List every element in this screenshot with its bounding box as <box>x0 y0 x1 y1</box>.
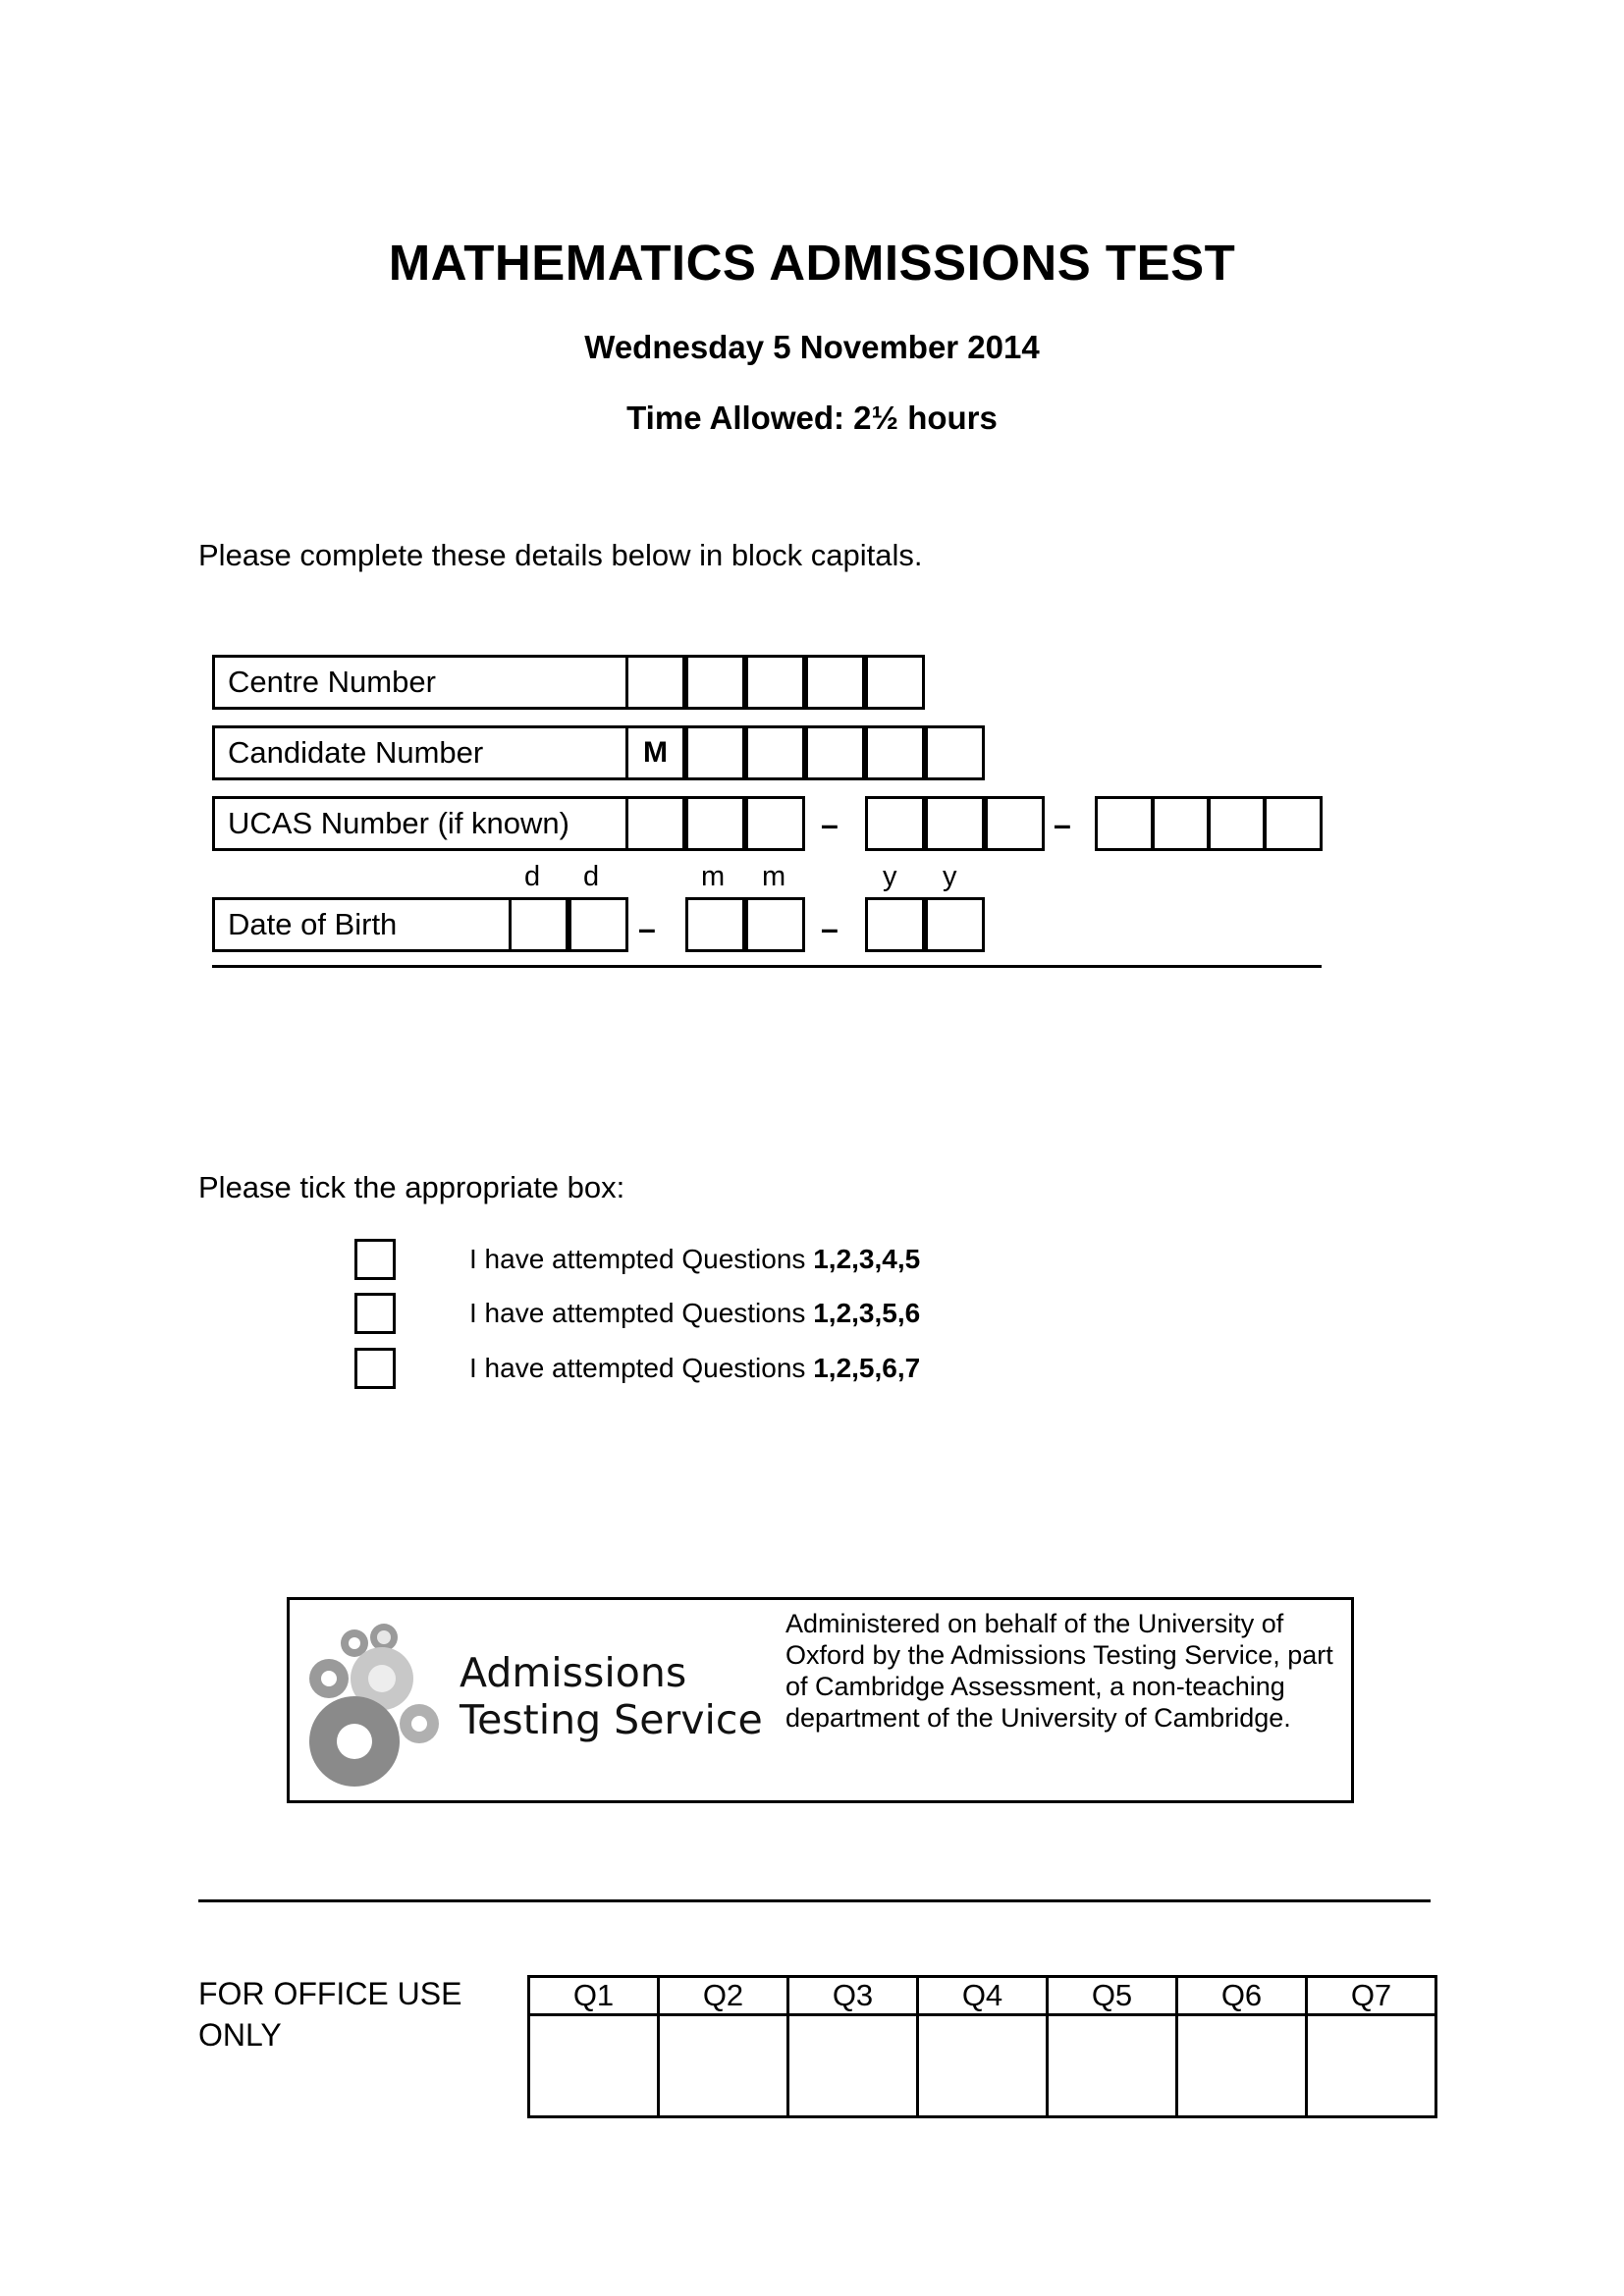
office-mark-cell[interactable] <box>1048 2015 1177 2117</box>
office-column-header: Q3 <box>788 1977 918 2015</box>
centre-number-box[interactable] <box>865 655 925 710</box>
tick-option-prefix: I have attempted Questions <box>469 1298 814 1328</box>
tick-instruction: Please tick the appropriate box: <box>198 1170 625 1204</box>
dob-hint-month: m <box>701 861 726 892</box>
office-mark-cell[interactable] <box>1307 2015 1436 2117</box>
ats-description: Administered on behalf of the University of Oxford by the Admissions Testing Service, part of Cambridge Assessment, a non-teaching department of the University of Cambridge. <box>785 1609 1333 1733</box>
dob-year-box[interactable] <box>925 897 985 952</box>
dob-day-box[interactable] <box>509 897 568 952</box>
office-marks-table <box>527 1975 1437 2118</box>
tick-option-prefix: I have attempted Questions <box>469 1244 814 1274</box>
ucas-number-box[interactable] <box>865 796 925 851</box>
office-mark-cell[interactable] <box>918 2015 1048 2117</box>
ucas-number-box[interactable] <box>1207 796 1267 851</box>
tick-option-questions: 1,2,3,4,5 <box>813 1244 921 1274</box>
ats-logo-icon <box>301 1616 449 1792</box>
ucas-separator: – <box>821 807 839 842</box>
tick-checkbox[interactable] <box>354 1293 396 1334</box>
candidate-number-label: Candidate Number <box>212 725 628 780</box>
office-column-header: Q7 <box>1307 1977 1436 2015</box>
office-mark-cell[interactable] <box>788 2015 918 2117</box>
dob-hint-year: y <box>943 861 957 892</box>
page-title: MATHEMATICS ADMISSIONS TEST <box>388 235 1236 291</box>
ucas-number-box[interactable] <box>625 796 685 851</box>
office-column-header: Q2 <box>659 1977 788 2015</box>
ucas-separator: – <box>1054 807 1071 842</box>
candidate-number-box[interactable] <box>805 725 865 780</box>
dob-month-box[interactable] <box>685 897 745 952</box>
ats-logo-text <box>460 1649 763 1743</box>
ucas-number-box[interactable] <box>1095 796 1155 851</box>
details-instruction: Please complete these details below in block capitals. <box>198 538 923 572</box>
candidate-number-box[interactable] <box>865 725 925 780</box>
office-column-header: Q6 <box>1177 1977 1307 2015</box>
ats-info-box <box>287 1597 1354 1803</box>
tick-checkbox[interactable] <box>354 1348 396 1389</box>
ucas-number-box[interactable] <box>745 796 805 851</box>
centre-number-box[interactable] <box>685 655 745 710</box>
tick-option-label <box>469 1244 920 1275</box>
dob-label: Date of Birth <box>212 897 512 952</box>
dob-year-box[interactable] <box>865 897 925 952</box>
ucas-number-box[interactable] <box>1263 796 1323 851</box>
ucas-number-box[interactable] <box>1151 796 1211 851</box>
centre-number-box[interactable] <box>625 655 685 710</box>
exam-date: Wednesday 5 November 2014 <box>584 329 1040 365</box>
ats-logo-line: Admissions <box>460 1649 687 1696</box>
office-divider <box>198 1899 1431 1902</box>
office-use-label: FOR OFFICE USE ONLY <box>198 1976 462 2053</box>
ucas-number-label: UCAS Number (if known) <box>212 796 628 851</box>
time-allowed: Time Allowed: 2½ hours <box>626 400 998 436</box>
candidate-number-prefix: M <box>625 725 685 780</box>
office-mark-cell[interactable] <box>659 2015 788 2117</box>
office-column-header: Q4 <box>918 1977 1048 2015</box>
ucas-number-box[interactable] <box>925 796 985 851</box>
candidate-number-box[interactable] <box>745 725 805 780</box>
tick-option-questions: 1,2,3,5,6 <box>813 1298 921 1328</box>
details-divider <box>212 965 1322 968</box>
dob-day-box[interactable] <box>568 897 628 952</box>
dob-month-box[interactable] <box>745 897 805 952</box>
centre-number-box[interactable] <box>805 655 865 710</box>
candidate-number-box[interactable] <box>685 725 745 780</box>
centre-number-box[interactable] <box>745 655 805 710</box>
candidate-number-box[interactable] <box>925 725 985 780</box>
dob-hint-day: d <box>583 861 600 892</box>
tick-option-questions: 1,2,5,6,7 <box>813 1353 921 1383</box>
tick-checkbox[interactable] <box>354 1239 396 1280</box>
dob-separator: – <box>638 911 656 946</box>
dob-hint-month: m <box>762 861 786 892</box>
ucas-number-box[interactable] <box>685 796 745 851</box>
office-mark-cell[interactable] <box>1177 2015 1307 2117</box>
ats-logo-line: Testing Service <box>460 1696 763 1743</box>
office-mark-cell[interactable] <box>529 2015 659 2117</box>
tick-option-prefix: I have attempted Questions <box>469 1353 814 1383</box>
dob-hint-year: y <box>883 861 897 892</box>
office-column-header: Q5 <box>1048 1977 1177 2015</box>
tick-option-label <box>469 1353 920 1384</box>
dob-hint-day: d <box>524 861 541 892</box>
dob-separator: – <box>821 911 839 946</box>
office-column-header: Q1 <box>529 1977 659 2015</box>
tick-option-label <box>469 1298 920 1329</box>
ucas-number-box[interactable] <box>985 796 1045 851</box>
centre-number-label: Centre Number <box>212 655 628 710</box>
